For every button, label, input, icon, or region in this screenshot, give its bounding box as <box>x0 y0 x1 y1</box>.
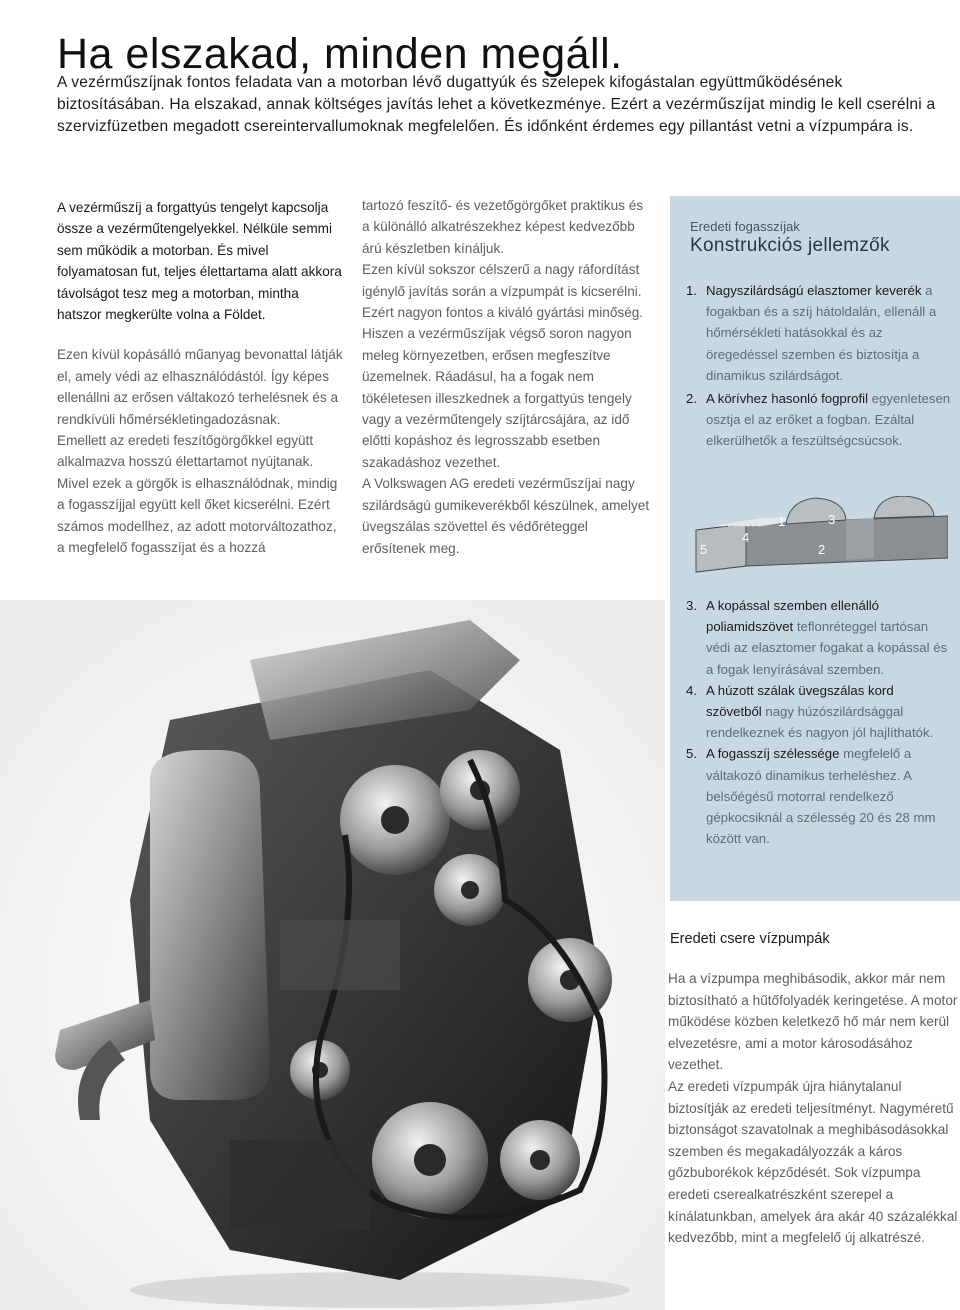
diagram-label-2: 2 <box>818 542 826 557</box>
col2-paragraph-4: A Volkswagen AG eredeti vezérműszíjai nagy szilárdságú gumikeverékből készülnek, amelyet üvegszálas szövettel és védőréteggel erősítenek meg. <box>362 476 650 556</box>
feature-number: 4. <box>686 682 697 698</box>
water-pump-text <box>668 968 958 1249</box>
panel-subtitle: Eredeti fogasszíjak <box>690 219 800 234</box>
feature-list-bottom <box>686 595 952 849</box>
page-title: Ha elszakad, minden megáll. <box>57 29 623 78</box>
diagram-label-1: 1 <box>778 514 786 529</box>
feature-number: 3. <box>686 598 697 613</box>
belt-cross-section-diagram <box>686 496 948 576</box>
text-column-2 <box>362 195 651 559</box>
col2-paragraph-2: Ezen kívül sokszor célszerű a nagy ráfordítást igénylő javítás során a vízpumpát is kicserélni. <box>362 262 642 299</box>
intro-paragraph: A vezérműszíjnak fontos feladata van a motorban lévő dugattyúk és szelepek kifogástalan együttműködésének biztosításában. Ha elszakad, annak költséges javítás lehet a következménye. Ezért a vezérműszíjat mindig le kell cserélni a szervizfüzetben megadott csereintervallumoknak megfelelően. És időnként érdemes egy pillantást vetni a vízpumpára is. <box>57 74 936 135</box>
col1-paragraph-1: A vezérműszíj a forgattyús tengelyt kapcsolja össze a vezérműtengelyekkel. Nélküle semmi sem működik a motorban. És mivel folyamatosan fut, teljes élettartama alatt akkora távolságot tesz meg a motorban, mintha hatszor megkerülte volna a Földet. <box>57 200 342 323</box>
feature-item-2 <box>686 388 952 452</box>
feature-list-top <box>686 280 952 452</box>
feature-text: teflonréteggel tartósan védi az elasztomer fogakat a kopással és a fogak lenyírásával szemben. <box>706 619 948 677</box>
feature-number: 5. <box>686 746 697 762</box>
features-panel <box>670 196 960 901</box>
water-paragraph-2: Az eredeti vízpumpák újra hiánytalanul biztosítják az eredeti teljesítményt. Nagyméretű biztonságot szavatolnak a meghibásodásokkal szemben és megakadályozzák a káros gőzbuborékok képződését. Sok vízpumpa eredeti cserealkatrészként szerepel a kínálatunkban, amelyek ára akár 40 százalékkal kedvezőbb, mint a megfelelő új alkatrészé. <box>668 1078 958 1246</box>
feature-number: 1. <box>686 283 697 298</box>
feature-item-5 <box>686 743 952 849</box>
panel-title: Konstrukciós jellemzők <box>690 235 890 256</box>
feature-item-4 <box>686 680 952 744</box>
engine-photo <box>0 600 665 1310</box>
feature-bold: A körívhez hasonló fogprofil <box>706 391 869 407</box>
diagram-label-3: 3 <box>828 512 836 527</box>
diagram-label-5: 5 <box>700 542 708 557</box>
feature-bold: A kopással szemben ellenálló poliamidszövet <box>706 598 880 635</box>
text-column-1 <box>57 197 344 559</box>
feature-text: egyenletesen osztja el az erőket a fogban. Ezáltal elkerülhetők a feszültségcsúcsok. <box>706 391 951 449</box>
feature-text: megfelelő a váltakozó dinamikus terheléshez. A belsőégésű motorral rendelkező gépkocsiknál a szélesség 20 és 28 mm között van. <box>706 746 936 847</box>
feature-bold: A húzott szálak üvegszálas kord szövetből <box>706 682 894 720</box>
col1-paragraph-2: Ezen kívül kopásálló műanyag bevonattal látják el, amely védi az elhasználódástól. Így képes ellenállni az erősen váltakozó terhelésnek és a rendkívüli hőmérsékletingadozásnak. <box>57 347 343 427</box>
feature-text: a fogakban és a szíj hátoldalán, ellenáll a hőmérsékleti hatásokkal és az öregedéssel szemben és biztosítja a dinamikus szilárdságot. <box>706 283 937 383</box>
diagram-label-4: 4 <box>742 530 750 545</box>
feature-text: nagy húzószilárdsággal rendelkeznek és nagyon jól hajlíthatók. <box>706 704 934 741</box>
feature-number: 2. <box>686 391 697 407</box>
feature-bold: Nagyszilárdságú elasztomer keverék <box>706 283 922 298</box>
feature-item-1 <box>686 280 952 386</box>
feature-bold: A fogasszíj szélessége <box>706 746 840 762</box>
water-paragraph-1: Ha a vízpumpa meghibásodik, akkor már nem biztosítható a hűtőfolyadék keringetése. A motor működése közben keletkező hő már nem kerül elvezetésre, ami a motor károsodásához vezethet. <box>668 971 958 1073</box>
feature-item-3 <box>686 595 952 680</box>
col2-paragraph-3: Ezért nagyon fontos a kiváló gyártási minőség. Hiszen a vezérműszíjak végső soron nagyon meleg környezetben, erősen megfeszítve üzemelnek. Ráadásul, ha a fogak nem tökéletesen illeszkednek a forgattyús tengely vagy a vezérműtengely szíjtárcsájára, az idő előtti kopáshoz és legrosszabb esetben szakadáshoz vezethet. <box>362 305 644 470</box>
water-pump-heading: Eredeti csere vízpumpák <box>670 931 830 947</box>
col2-paragraph-1: tartozó feszítő- és vezetőgörgőket praktikus és a különálló alkatrészekhez képest kedvezőbb árú készletben kínáljuk. <box>362 198 644 256</box>
col1-paragraph-3: Emellett az eredeti feszítőgörgőkkel együtt alkalmazva hosszú élettartamot nyújtanak. Mivel ezek a görgők is elhasználódnak, mindig a fogasszíjjal együtt kell őket kicserélni. Ezért számos modellhez, az adott motorváltozathoz, a megfelelő fogasszíjat és a hozzá <box>57 433 338 556</box>
